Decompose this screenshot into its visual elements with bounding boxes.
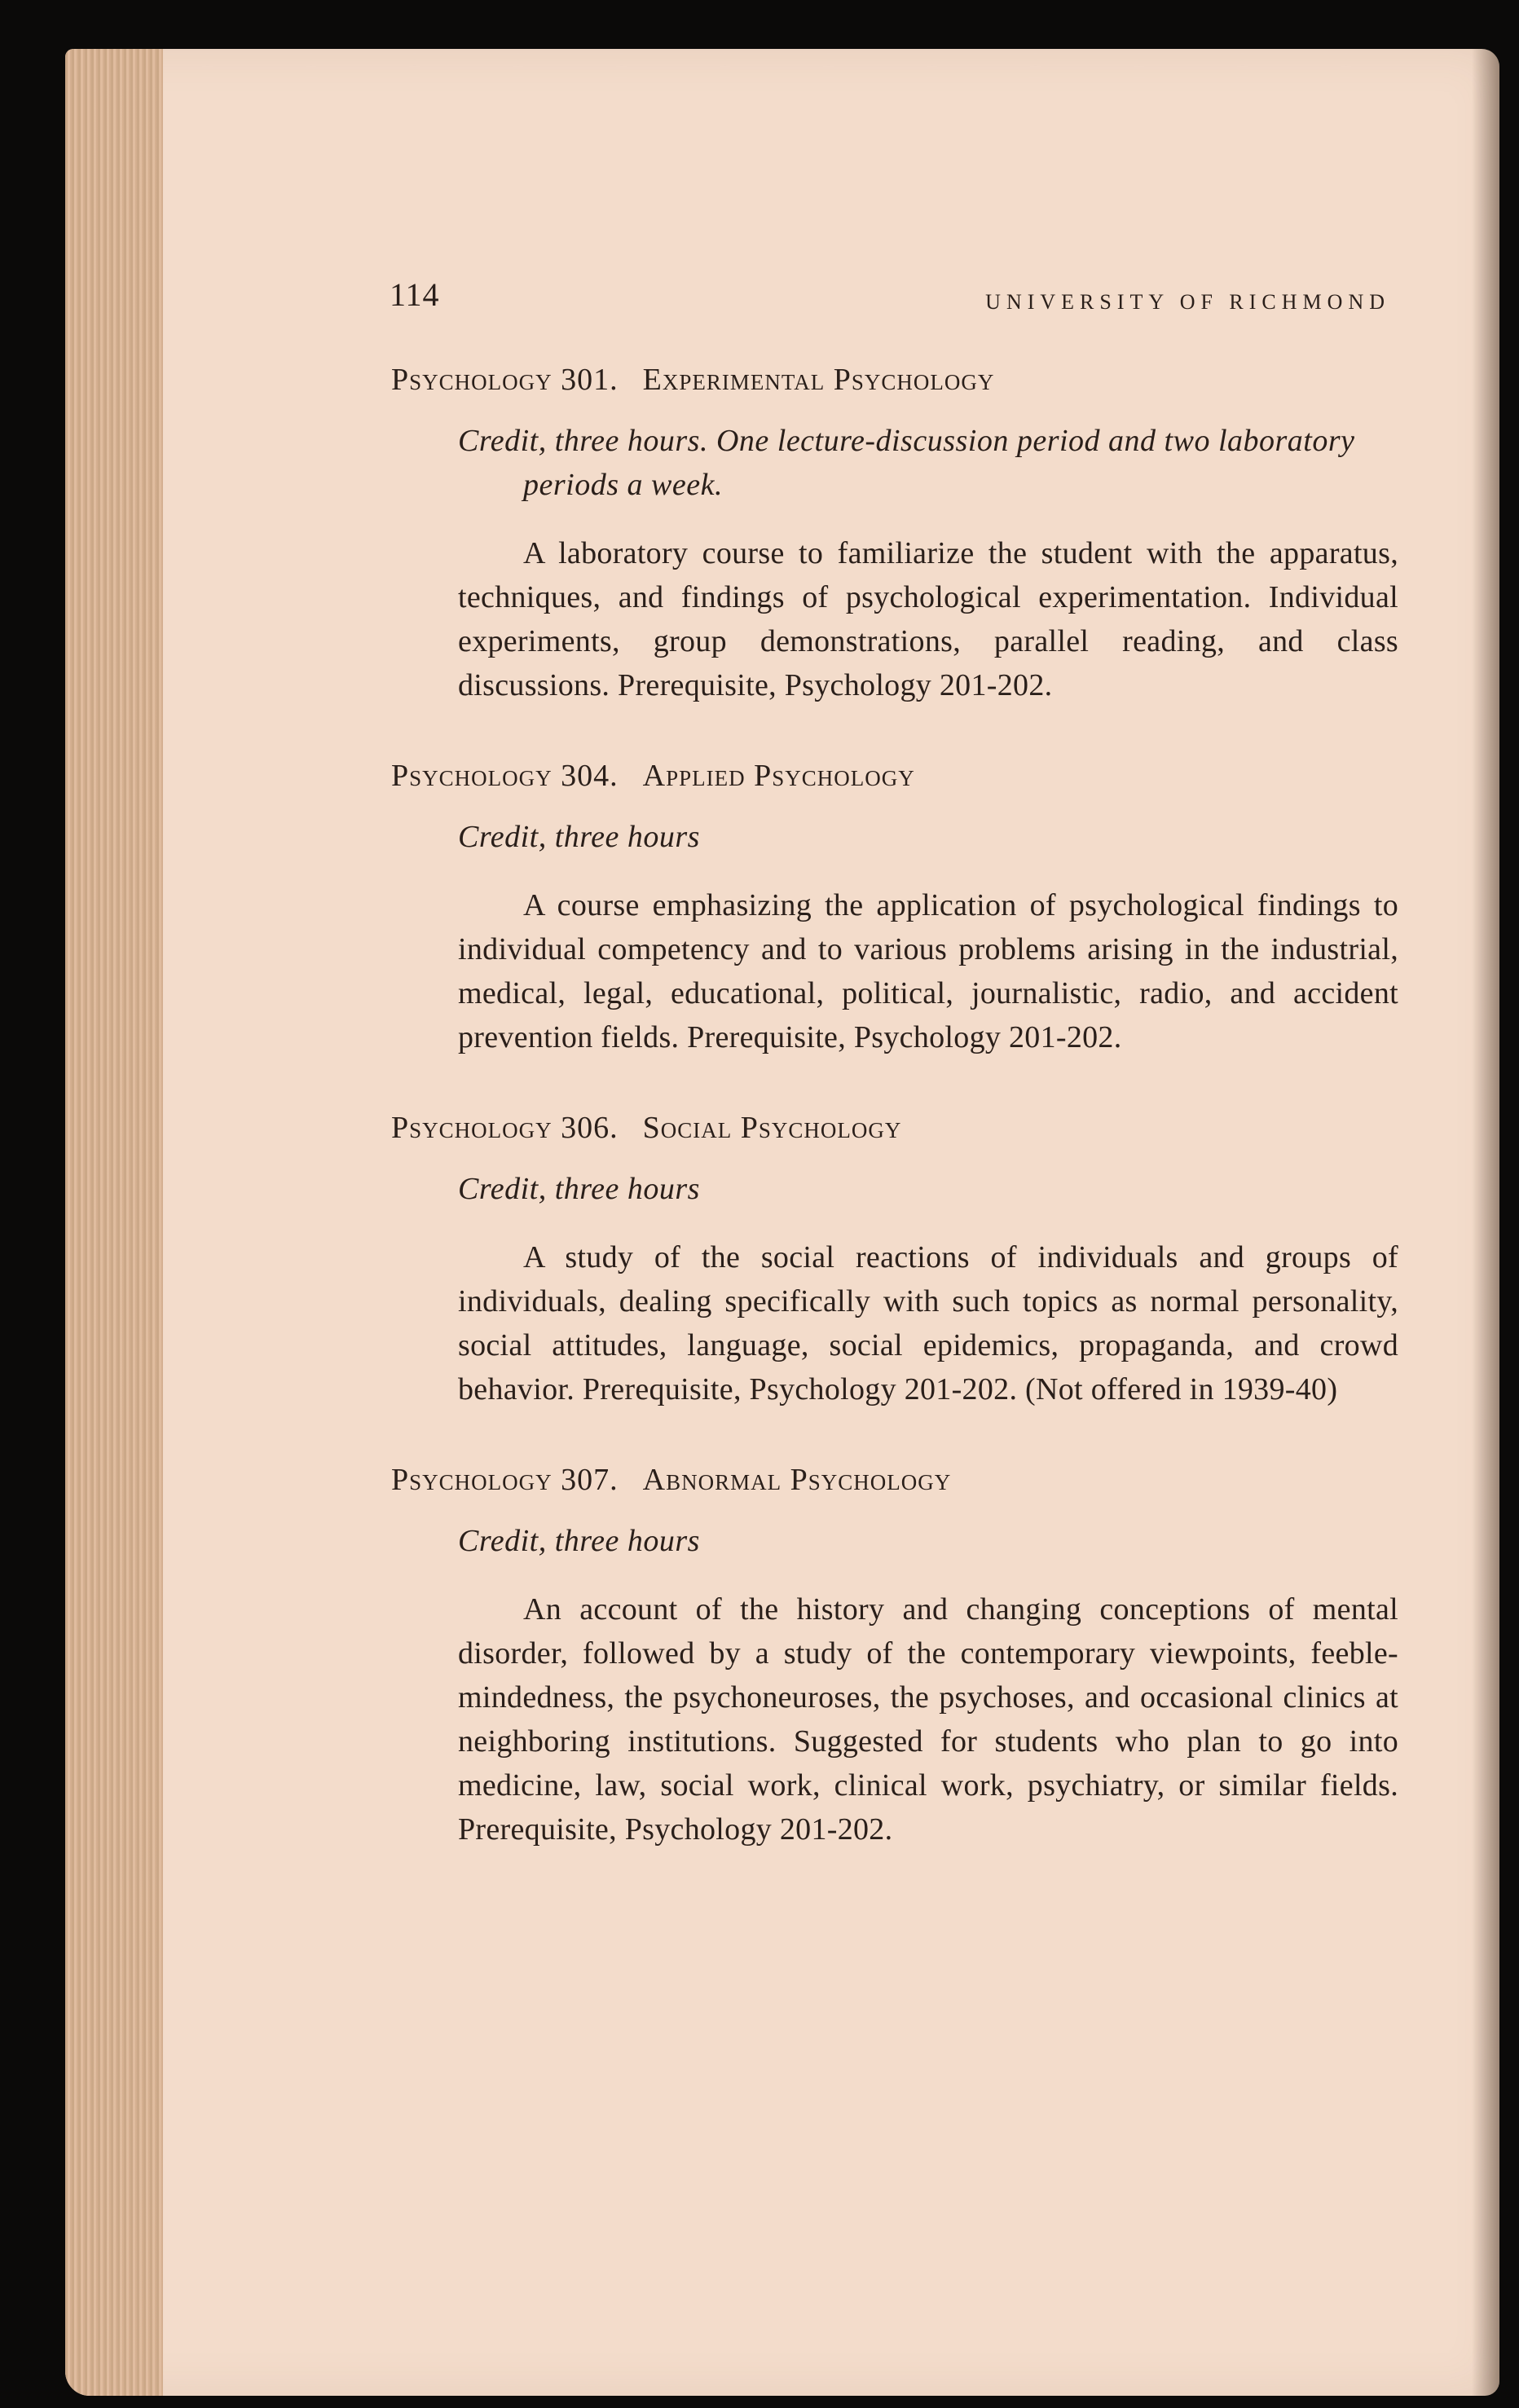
running-head [390, 275, 1400, 324]
course-description: A course emphasizing the application of psychological findings to individual competency and to various problems arising in the industrial, medical, legal, educational, political, journalistic, radio, and accident prevention fields. Prerequisite, Psychology 201-202. [458, 888, 1398, 1054]
page-edges [65, 49, 163, 2396]
course-number: Psychology 306. [391, 1111, 619, 1145]
course-entry [391, 1459, 1398, 1851]
course-heading [391, 359, 1398, 401]
course-number: Psychology 307. [391, 1463, 619, 1497]
course-description: An account of the history and changing conceptions of mental disorder, followed by a study of the contemporary viewpoints, feeble-mindedness, the psychoneuroses, the psychoses, and occasional clinics at neighboring institutions. Suggested for students who plan to go into medicine, law, social work, clinical work, psychiatry, or similar fields. Prerequisite, Psychology 201-202. [458, 1592, 1398, 1847]
course-credit: Credit, three hours. One lecture-discussion period and two laboratory periods a week. [458, 424, 1355, 502]
course-heading [391, 1459, 1398, 1501]
course-description: A laboratory course to familiarize the student with the apparatus, techniques, and findings of psychological experimentation. Individual experiments, group demonstrations, parallel reading, and class discussions. Prerequisite, Psychology 201-202. [458, 536, 1398, 702]
course-credit: Credit, three hours [458, 1524, 700, 1558]
course-description: A study of the social reactions of individuals and groups of individuals, dealing specifically with such topics as normal personality, social attitudes, language, social epidemics, propaganda, and crowd behavior. Prerequisite, Psychology 201-202. (Not offered in 1939-40) [458, 1240, 1398, 1407]
course-title: Experimental Psychology [642, 363, 995, 397]
course-title: Social Psychology [642, 1111, 902, 1145]
course-title: Applied Psychology [642, 759, 915, 793]
running-title: UNIVERSITY OF RICHMOND [985, 290, 1390, 314]
course-heading [391, 1107, 1398, 1149]
course-entry [391, 359, 1398, 707]
course-listings [391, 359, 1398, 1899]
course-heading [391, 755, 1398, 797]
course-number: Psychology 304. [391, 759, 619, 793]
course-number: Psychology 301. [391, 363, 619, 397]
course-title: Abnormal Psychology [642, 1463, 952, 1497]
page-number: 114 [390, 276, 440, 313]
binding-shadow [1472, 49, 1499, 2396]
course-credit: Credit, three hours [458, 1172, 700, 1206]
course-entry [391, 755, 1398, 1059]
course-credit: Credit, three hours [458, 820, 700, 854]
course-entry [391, 1107, 1398, 1411]
